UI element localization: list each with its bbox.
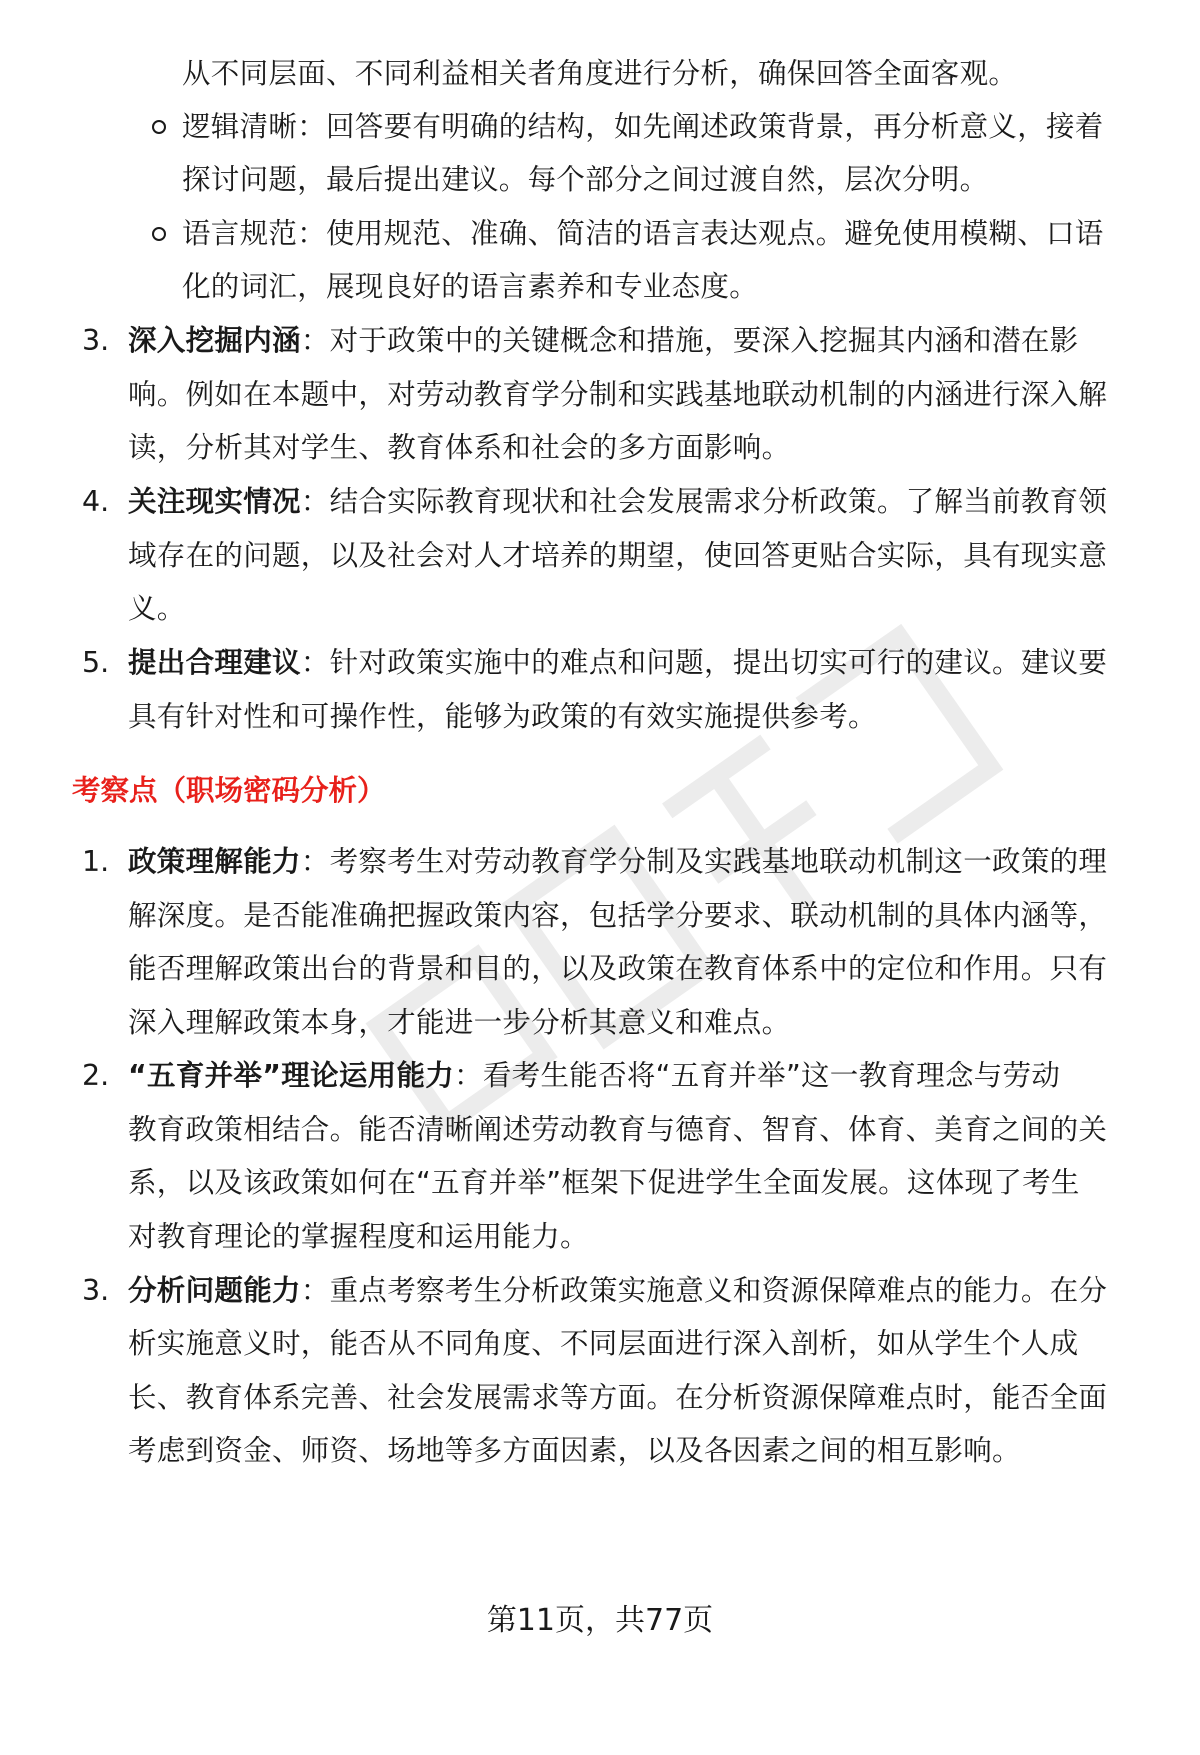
list-item-text: 析实施意义时，能否从不同角度、不同层面进行深入剖析，如从学生个人成 <box>128 1327 1079 1360</box>
list-item-text: ：对于政策中的关键概念和措施，要深入挖掘其内涵和潜在影 <box>300 324 1079 357</box>
list-item-text: 对教育理论的掌握程度和运用能力。 <box>128 1220 589 1253</box>
circle-bullet-icon <box>152 227 166 241</box>
list-item-text: 义。 <box>128 592 186 625</box>
list-item <box>128 1056 1060 1096</box>
list-item-text: 响。例如在本题中，对劳动教育学分制和实践基地联动机制的内涵进行深入解 <box>128 378 1108 411</box>
bullet-text: 探讨问题，最后提出建议。每个部分之间过渡自然，层次分明。 <box>182 163 989 196</box>
list-item-text: 考虑到资金、师资、场地等多方面因素，以及各因素之间的相互影响。 <box>128 1434 1021 1467</box>
list-number: 4. <box>82 485 110 518</box>
list-item-text: 读，分析其对学生、教育体系和社会的多方面影响。 <box>128 431 791 464</box>
bullet-text: 化的词汇，展现良好的语言素养和专业态度。 <box>182 270 759 303</box>
list-item-text: ：考察考生对劳动教育学分制及实践基地联动机制这一政策的理 <box>300 845 1108 878</box>
list-item <box>128 1271 1107 1311</box>
list-item-text: ：针对政策实施中的难点和问题，提出切实可行的建议。建议要 <box>300 646 1108 679</box>
section-heading: 考察点（职场密码分析） <box>72 774 386 807</box>
list-number: 3. <box>82 324 110 357</box>
list-number: 3. <box>82 1274 110 1307</box>
paragraph-continuation: 从不同层面、不同利益相关者角度进行分析，确保回答全面客观。 <box>182 57 1018 90</box>
list-item-title: 分析问题能力 <box>128 1274 301 1307</box>
circle-bullet-icon <box>152 120 166 134</box>
list-item-text: 域存在的问题，以及社会对人才培养的期望，使回答更贴合实际，具有现实意 <box>128 539 1108 572</box>
list-item-text: 具有针对性和可操作性，能够为政策的有效实施提供参考。 <box>128 700 877 733</box>
list-item-text: 教育政策相结合。能否清晰阐述劳动教育与德育、智育、体育、美育之间的关 <box>128 1113 1108 1146</box>
list-item-text: ：结合实际教育现状和社会发展需求分析政策。了解当前教育领 <box>300 485 1108 518</box>
list-number: 5. <box>82 646 110 679</box>
list-item <box>128 842 1107 882</box>
list-item-text: 解深度。是否能准确把握政策内容，包括学分要求、联动机制的具体内涵等， <box>128 899 1108 932</box>
page-number: 第11页，共77页 <box>486 1603 714 1638</box>
list-item-text: 能否理解政策出台的背景和目的，以及政策在教育体系中的定位和作用。只有 <box>128 952 1108 985</box>
list-item-title: “五育并举”理论运用能力 <box>128 1059 455 1092</box>
list-item-title: 深入挖掘内涵 <box>128 324 301 357</box>
list-item-title: 政策理解能力 <box>128 845 301 878</box>
list-item-text: ：重点考察考生分析政策实施意义和资源保障难点的能力。在分 <box>300 1274 1108 1307</box>
list-item-title: 关注现实情况 <box>128 485 301 518</box>
list-item <box>128 321 1078 361</box>
list-item-text: 深入理解政策本身，才能进一步分析其意义和难点。 <box>128 1006 791 1039</box>
list-number: 2. <box>82 1059 110 1092</box>
list-item <box>128 643 1107 683</box>
list-item-text: ：看考生能否将“五育并举”这一教育理念与劳动 <box>454 1059 1061 1092</box>
list-item <box>128 482 1107 522</box>
list-item-text: 系，以及该政策如何在“五育并举”框架下促进学生全面发展。这体现了考生 <box>128 1166 1080 1199</box>
bullet-text: 逻辑清晰：回答要有明确的结构，如先阐述政策背景，再分析意义，接着 <box>182 110 1104 143</box>
bullet-text: 语言规范：使用规范、准确、简洁的语言表达观点。避免使用模糊、口语 <box>182 217 1104 250</box>
list-item-text: 长、教育体系完善、社会发展需求等方面。在分析资源保障难点时，能否全面 <box>128 1381 1108 1414</box>
list-number: 1. <box>82 845 110 878</box>
list-item-title: 提出合理建议 <box>128 646 301 679</box>
